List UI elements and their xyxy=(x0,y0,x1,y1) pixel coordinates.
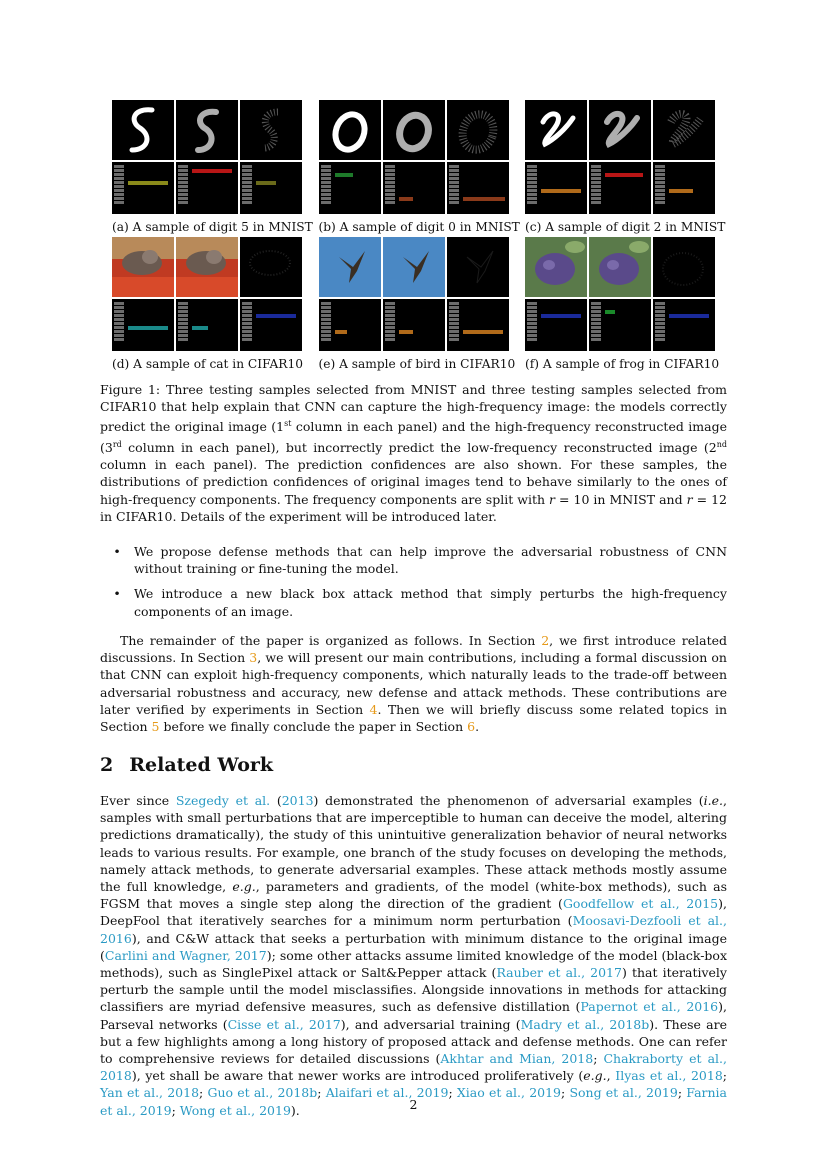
confidence-chart xyxy=(589,162,651,214)
high-frequency-image xyxy=(240,237,302,297)
confidence-bar xyxy=(541,189,581,193)
confidence-bar xyxy=(399,330,413,334)
confidence-bar xyxy=(335,330,347,334)
section-link[interactable]: 3 xyxy=(249,650,258,666)
citation-link[interactable]: Yan et al., 2018 xyxy=(100,1085,200,1101)
confidence-chart xyxy=(112,299,174,351)
citation-link[interactable]: Ilyas et al., 2018 xyxy=(615,1068,723,1084)
section-link[interactable]: 6 xyxy=(467,719,476,735)
bullet-marker: • xyxy=(113,586,121,602)
confidence-bar xyxy=(669,314,709,318)
original-image xyxy=(525,237,587,297)
subfigure-caption: (c) A sample of digit 2 in MNIST xyxy=(525,220,726,234)
confidence-strip xyxy=(112,160,302,214)
citation-link[interactable]: Carlini and Wagner, 2017 xyxy=(104,947,267,963)
citation-link[interactable]: Xiao et al., 2019 xyxy=(456,1085,562,1101)
confidence-strip xyxy=(525,160,715,214)
section-number: 2 xyxy=(100,754,114,776)
citation-link[interactable]: Guo et al., 2018b xyxy=(207,1085,318,1101)
citation-link[interactable]: Goodfellow et al., 2015 xyxy=(562,896,719,912)
citation-link[interactable]: Chakraborty et al., 2018 xyxy=(100,1051,727,1084)
confidence-bar xyxy=(463,330,503,334)
panel-digit0 xyxy=(318,100,520,234)
confidence-strip xyxy=(319,160,509,214)
section-link[interactable]: 4 xyxy=(369,701,378,717)
section-title: Related Work xyxy=(129,754,274,776)
subfigure-caption: (d) A sample of cat in CIFAR10 xyxy=(112,357,303,371)
citation-link[interactable]: Cisse et al., 2017 xyxy=(227,1016,341,1032)
image-strip xyxy=(525,237,715,297)
confidence-bar xyxy=(256,181,276,185)
high-frequency-image xyxy=(653,100,715,160)
list-item: • We introduce a new black box attack method that simply perturbs the high-frequency components of an image. xyxy=(100,585,727,619)
confidence-bar xyxy=(669,189,693,193)
citation-link[interactable]: Wong et al., 2019 xyxy=(179,1102,291,1118)
image-strip xyxy=(319,100,509,160)
bullet-marker: • xyxy=(113,544,121,559)
confidence-chart xyxy=(240,299,302,351)
confidence-bar xyxy=(256,314,296,318)
confidence-chart xyxy=(589,299,651,351)
confidence-chart xyxy=(653,162,715,214)
confidence-chart xyxy=(525,299,587,351)
figure-row-cifar xyxy=(112,237,720,371)
confidence-bar xyxy=(335,173,353,177)
confidence-bar xyxy=(192,169,232,173)
subfigure-caption: (a) A sample of digit 5 in MNIST xyxy=(112,220,313,234)
confidence-chart xyxy=(240,162,302,214)
low-frequency-image xyxy=(383,237,445,297)
confidence-strip xyxy=(112,297,302,351)
confidence-strip xyxy=(319,297,509,351)
section-heading xyxy=(100,754,273,776)
confidence-chart xyxy=(653,299,715,351)
confidence-bar xyxy=(541,314,581,318)
figure-label: Figure 1: xyxy=(100,382,161,397)
subfigure-caption: (b) A sample of digit 0 in MNIST xyxy=(318,220,520,234)
confidence-bar xyxy=(463,197,505,201)
citation-link[interactable]: Szegedy et al. xyxy=(175,793,271,808)
original-image xyxy=(525,100,587,160)
section-link[interactable]: 5 xyxy=(151,719,160,735)
confidence-bar xyxy=(605,310,615,314)
citation-link[interactable]: Alaifari et al., 2019 xyxy=(325,1085,449,1101)
image-strip xyxy=(112,100,302,160)
image-strip xyxy=(319,237,509,297)
panel-digit5 xyxy=(112,100,313,234)
high-frequency-image xyxy=(653,237,715,297)
panel-frog xyxy=(525,237,720,371)
confidence-chart xyxy=(447,162,509,214)
high-frequency-image xyxy=(447,100,509,160)
subfigure-caption: (f) A sample of frog in CIFAR10 xyxy=(525,357,720,371)
low-frequency-image xyxy=(589,100,651,160)
confidence-bar xyxy=(128,181,168,185)
citation-link[interactable]: Moosavi-Dezfooli et al., 2016 xyxy=(100,913,727,946)
confidence-bar xyxy=(605,173,643,177)
contribution-list xyxy=(100,543,727,628)
figure-row-mnist xyxy=(112,100,726,234)
image-strip xyxy=(112,237,302,297)
image-strip xyxy=(525,100,715,160)
panel-bird xyxy=(318,237,516,371)
citation-link[interactable]: Papernot et al., 2016 xyxy=(580,999,719,1015)
section-link[interactable]: 2 xyxy=(541,633,550,648)
confidence-strip xyxy=(525,297,715,351)
outline-paragraph: The remainder of the paper is organized as follows. In Section 2, we first introduce related discussions. In Section 3, we will present our main contributions, including a formal discussion on that CNN can exploit high-frequency components, which naturally leads to the trade-off between adversarial robustness and accuracy, new defense and attack methods. These contributions are later verified by experiments in Section 4. Then we will briefly discuss some related topics in Section 5 before we finally conclude the paper in Section 6. xyxy=(100,633,728,735)
confidence-chart xyxy=(447,299,509,351)
confidence-bar xyxy=(399,197,413,201)
citation-link[interactable]: 2013 xyxy=(281,793,314,808)
original-image xyxy=(319,237,381,297)
low-frequency-image xyxy=(176,100,238,160)
confidence-chart xyxy=(112,162,174,214)
list-item: • We propose defense methods that can help improve the adversarial robustness of CNN without training or fine-tuning the model. xyxy=(100,543,727,577)
related-work-paragraph: Ever since Szegedy et al. (2013) demonstrated the phenomenon of adversarial examples (i.e., samples with small perturbations that are imperceptible to human can deceive the model, altering predictions dramatically), the study of this unintuitive generalization behavior of neural networks leads to various results. For example, one branch of the study focuses on developing the methods, namely attack methods, to generate adversarial examples. These attack methods mostly assume the full knowledge, e.g., parameters and gradients, of the model (white-box methods), such as FGSM that moves a single step along the direction of the gradient (Goodfellow et al., 2015), DeepFool that iteratively searches for a minimum norm perturbation (Moosavi-Dezfooli et al., 2016), and C&W attack that seeks a perturbation with minimum distance to the original image (Carlini and Wagner, 2017); some other attacks assume limited knowledge of the model (black-box methods), such as SinglePixel attack or Salt&Pepper attack (Rauber et al., 2017) that iteratively perturb the sample until the model misclassifies. Alongside innovations in methods for attacking classifiers are myriad defensive measures, such as defensive distillation (Papernot et al., 2016), Parseval networks (Cisse et al., 2017), and adversarial training (Madry et al., 2018b). These are but a few highlights among a long history of proposed attack and defense methods. One can refer to comprehensive reviews for detailed discussions (Akhtar and Mian, 2018; Chakraborty et al., 2018), yet shall be aware that newer works are introduced proliferatively (e.g., Ilyas et al., 2018; Yan et al., 2018; Guo et al., 2018b; Alaifari et al., 2019; Xiao et al., 2019; Song et al., 2019; Farnia et al., 2019; Wong et al., 2019). xyxy=(100,793,728,1118)
high-frequency-image xyxy=(240,100,302,160)
confidence-chart xyxy=(176,162,238,214)
page-number: 2 xyxy=(409,1097,418,1112)
confidence-chart xyxy=(383,299,445,351)
citation-link[interactable]: Song et al., 2019 xyxy=(569,1085,678,1101)
confidence-bar xyxy=(192,326,208,330)
original-image xyxy=(112,100,174,160)
confidence-chart xyxy=(319,299,381,351)
confidence-chart xyxy=(525,162,587,214)
high-frequency-image xyxy=(447,237,509,297)
citation-link[interactable]: Madry et al., 2018b xyxy=(520,1016,650,1032)
confidence-bar xyxy=(128,326,168,330)
panel-cat xyxy=(112,237,302,371)
low-frequency-image xyxy=(589,237,651,297)
citation-link[interactable]: Akhtar and Mian, 2018 xyxy=(440,1051,594,1067)
original-image xyxy=(112,237,174,297)
panel-digit2 xyxy=(525,100,726,234)
confidence-chart xyxy=(176,299,238,351)
confidence-chart xyxy=(383,162,445,214)
low-frequency-image xyxy=(176,237,238,297)
low-frequency-image xyxy=(383,100,445,160)
citation-link[interactable]: Farnia et al., 2019 xyxy=(100,1085,728,1118)
figure-caption: Figure 1: Three testing samples selected from MNIST and three testing samples selected from CIFAR10 that help explain that CNN can capture the high-frequency image: the models correctly predict the original image (1st column in each panel) and the high-frequency reconstructed image (3rd column in each panel), but incorrectly predict the low-frequency reconstructed image (2nd column in each panel). The prediction confidences are also shown. For these samples, the distributions of prediction confidences of original images tend to behave similarly to the ones of high-frequency components. The frequency components are split with r = 10 in MNIST and r = 12 in CIFAR10. Details of the experiment will be introduced later. xyxy=(100,382,727,524)
original-image xyxy=(319,100,381,160)
confidence-chart xyxy=(319,162,381,214)
subfigure-caption: (e) A sample of bird in CIFAR10 xyxy=(318,357,516,371)
citation-link[interactable]: Rauber et al., 2017 xyxy=(496,965,622,981)
